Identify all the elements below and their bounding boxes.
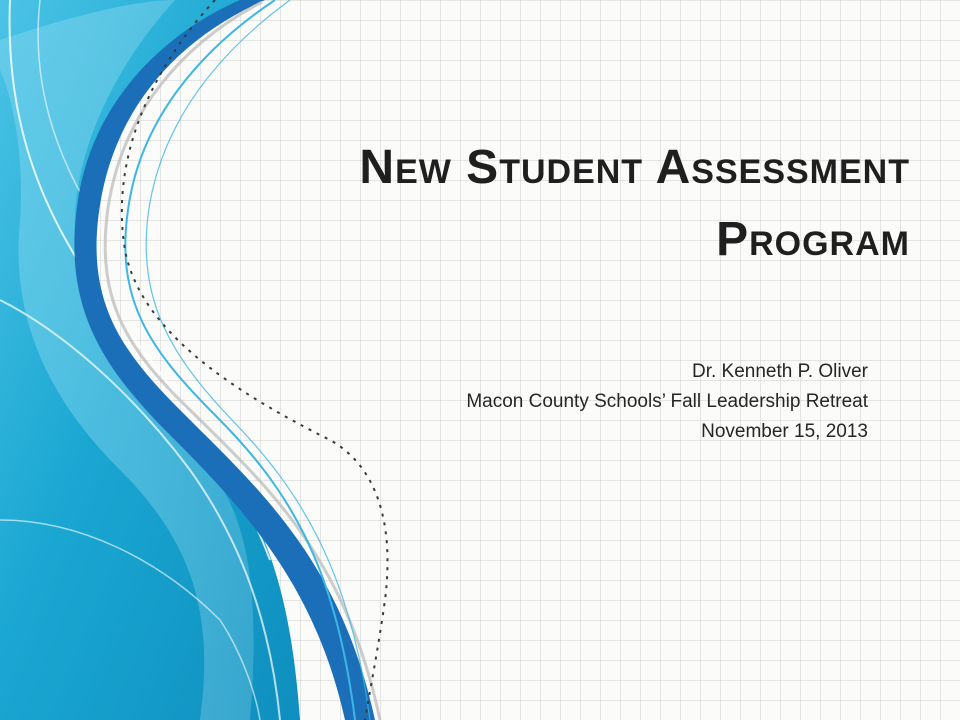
event-name: Macon County Schools’ Fall Leadership Retreat — [466, 391, 868, 412]
title-line-1: New Student Assessment — [359, 141, 910, 194]
slide-subtitle — [268, 357, 868, 447]
author-name: Dr. Kenneth P. Oliver — [691, 361, 868, 382]
presentation-date: November 15, 2013 — [701, 421, 868, 442]
title-line-2: Program — [716, 213, 910, 266]
slide-title — [210, 132, 910, 276]
